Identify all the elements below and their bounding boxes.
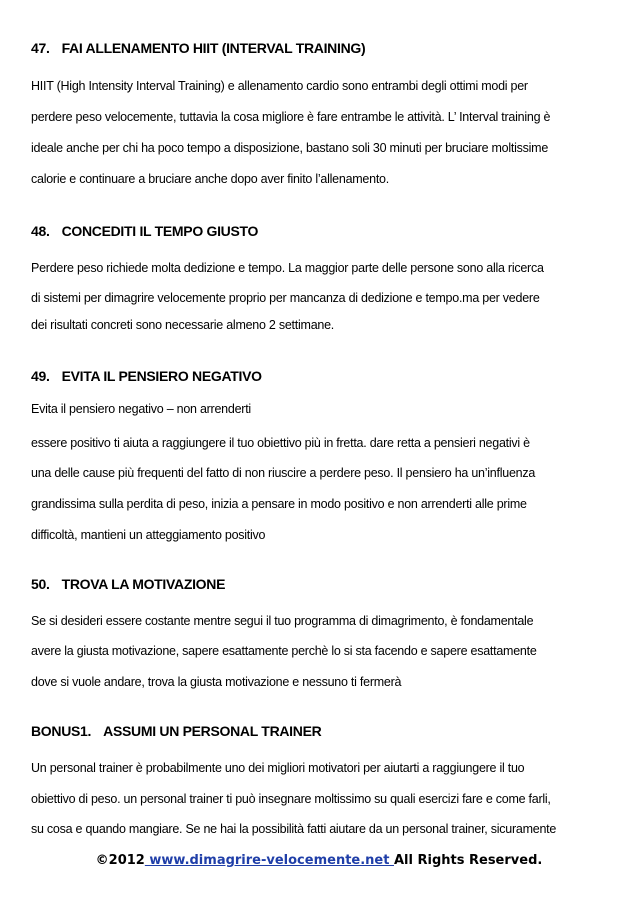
section-title: EVITA IL PENSIERO NEGATIVO	[61, 368, 262, 384]
section-number: 48.	[31, 223, 50, 239]
paragraph-line: Se si desideri essere costante mentre segui il tuo programma di dimagrimento, è fondamentale	[31, 614, 534, 628]
website-link[interactable]: www.dimagrire-velocemente.net	[144, 853, 394, 868]
paragraph-line: una delle cause più frequenti del fatto di non riuscire a perdere peso. Il pensiero ha un’influenza	[31, 466, 536, 480]
section-title: CONCEDITI IL TEMPO GIUSTO	[61, 223, 259, 239]
paragraph-line: difficoltà, mantieni un atteggiamento positivo	[31, 528, 266, 542]
section-number: 49.	[31, 368, 50, 384]
section-number: 47.	[31, 40, 50, 56]
paragraph-line: dei risultati concreti sono necessarie almeno 2 settimane.	[31, 318, 335, 332]
paragraph-line: su cosa e quando mangiare. Se ne hai la possibilità fatti aiutare da un personal trainer, sicuramente	[31, 822, 557, 836]
rights-text: All Rights Reserved.	[393, 853, 543, 868]
paragraph-line: essere positivo ti aiuta a raggiungere il tuo obiettivo più in fretta. dare retta a pensieri negativi è	[31, 436, 530, 450]
section-number: 50.	[31, 576, 50, 592]
section-heading	[31, 576, 225, 592]
section-number: BONUS1.	[31, 723, 92, 739]
section-title: ASSUMI UN PERSONAL TRAINER	[103, 723, 322, 739]
paragraph-line: calorie e continuare a bruciare anche dopo aver finito l’allenamento.	[31, 172, 389, 186]
paragraph-line: ideale anche per chi ha poco tempo a disposizione, bastano soli 30 minuti per bruciare moltissime	[31, 141, 549, 155]
paragraph-line: HIIT (High Intensity Interval Training) e allenamento cardio sono entrambi degli ottimi modi per	[31, 79, 528, 93]
copyright-text: ©2012	[95, 853, 145, 868]
paragraph-line: Un personal trainer è probabilmente uno dei migliori motivatori per aiutarti a raggiungere il tuo	[31, 761, 525, 775]
section-heading	[31, 223, 258, 239]
paragraph-line: avere la giusta motivazione, sapere esattamente perchè lo si sta facendo e sapere esattamente	[31, 644, 537, 658]
paragraph-line: Evita il pensiero negativo – non arrenderti	[31, 402, 251, 416]
paragraph-line: di sistemi per dimagrire velocemente proprio per mancanza di dedizione e tempo.ma per vedere	[31, 291, 540, 305]
paragraph-line: Perdere peso richiede molta dedizione e tempo. La maggior parte delle persone sono alla ricerca	[31, 261, 544, 275]
section-title: TROVA LA MOTIVAZIONE	[61, 576, 226, 592]
paragraph-line: obiettivo di peso. un personal trainer ti può insegnare moltissimo su quali esercizi fare e come farli,	[31, 792, 551, 806]
paragraph-line: perdere peso velocemente, tuttavia la cosa migliore è fare entrambe le attività. L’ Interval training è	[31, 110, 551, 124]
section-heading	[31, 723, 321, 739]
paragraph-line: grandissima sulla perdita di peso, inizia a pensare in modo positivo e non arrenderti alle prime	[31, 497, 527, 511]
section-title: FAI ALLENAMENTO HIIT (INTERVAL TRAINING)	[61, 40, 366, 56]
section-heading	[31, 40, 365, 56]
section-heading	[31, 368, 262, 384]
page-footer	[0, 853, 638, 868]
paragraph-line: dove si vuole andare, trova la giusta motivazione e nessuno ti fermerà	[31, 675, 402, 689]
